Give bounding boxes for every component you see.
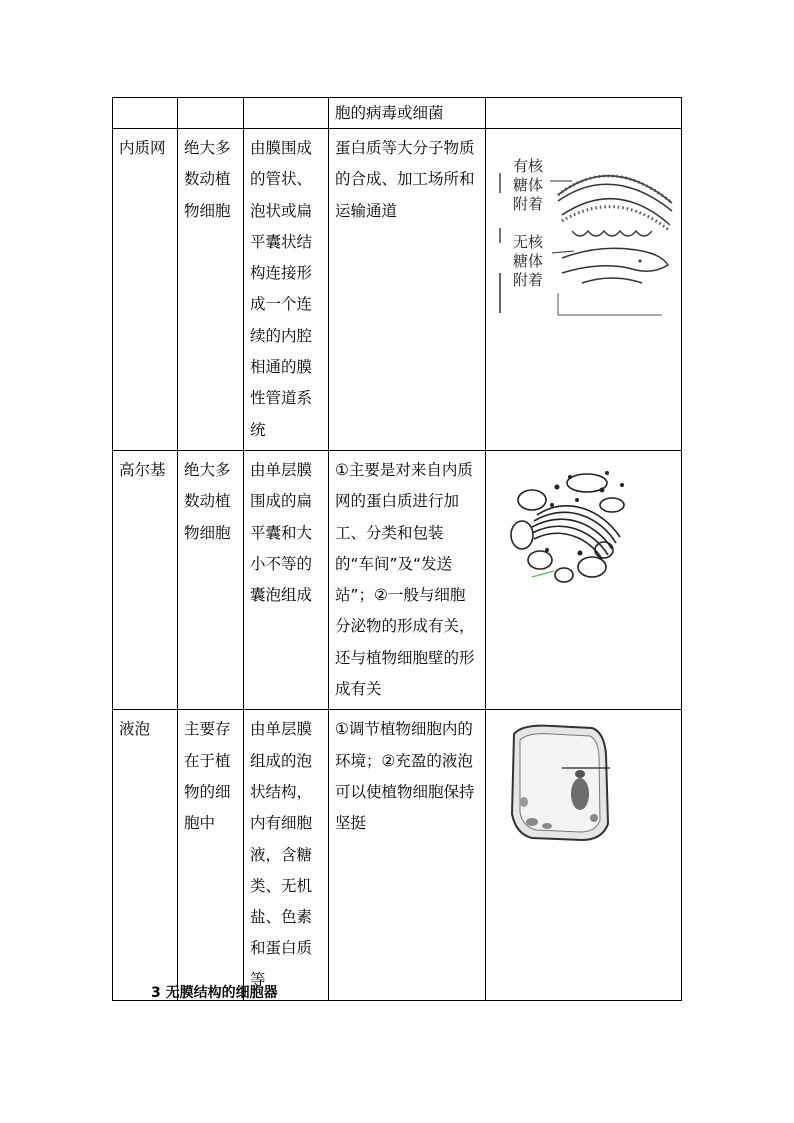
structure-cell: 由单层膜组成的泡状结构，内有细胞液，含糖类、无机盐、色素和蛋白质等 [244, 710, 329, 1001]
section-heading: 3 无膜结构的细胞器 [151, 985, 278, 1001]
er-smooth-label-line: 糖体 [513, 252, 544, 270]
structure-cell: 由单层膜围成的扁平囊和大小不等的囊泡组成 [244, 450, 329, 709]
table-row [113, 710, 682, 1001]
er-rough-label-line: 糖体 [513, 176, 544, 194]
er-smooth-label-line: 附着 [513, 271, 544, 289]
er-rough-label-line: 附着 [513, 195, 544, 213]
organelle-name-cell: 内质网 [113, 129, 178, 451]
organelle-name-cell: 液泡 [113, 710, 178, 1001]
table-row [113, 129, 682, 451]
figure-cell [486, 129, 682, 451]
function-cell: 胞的病毒或细菌 [329, 98, 486, 129]
figure-cell [486, 710, 682, 1001]
function-cell: ①主要是对来自内质网的蛋白质进行加工、分类和包装的“车间”及“发送站”；②一般与细胞分泌物的形成有关，还与植物细胞壁的形成有关 [329, 450, 486, 709]
structure-cell [244, 98, 329, 129]
distribution-cell: 绝大多数动植物细胞 [178, 129, 244, 451]
table-row [113, 450, 682, 709]
function-cell: ①调节植物细胞内的环境；②充盈的液泡可以使植物细胞保持坚挺 [329, 710, 486, 1001]
er-rough-label-line: 有核 [513, 157, 544, 175]
golgi-apparatus-figure [492, 455, 687, 595]
er-smooth-label-line: 无核 [513, 233, 544, 251]
function-cell: 蛋白质等大分子物质的合成、加工场所和运输通道 [329, 129, 486, 451]
organelle-name-cell [113, 98, 178, 129]
endoplasmic-reticulum-figure [492, 133, 687, 323]
structure-cell: 由膜围成的管状、泡状或扁平囊状结构连接形成一个连续的内腔相通的膜性管道系统 [244, 129, 329, 451]
organelle-name-cell: 高尔基 [113, 450, 178, 709]
distribution-cell: 绝大多数动植物细胞 [178, 450, 244, 709]
vacuole-cell-figure [492, 714, 687, 854]
distribution-cell: 主要存在于植物的细胞中 [178, 710, 244, 1001]
figure-cell [486, 450, 682, 709]
er-label-group [513, 157, 544, 289]
distribution-cell [178, 98, 244, 129]
organelle-table [112, 97, 682, 1001]
table-row [113, 98, 682, 129]
figure-cell [486, 98, 682, 129]
